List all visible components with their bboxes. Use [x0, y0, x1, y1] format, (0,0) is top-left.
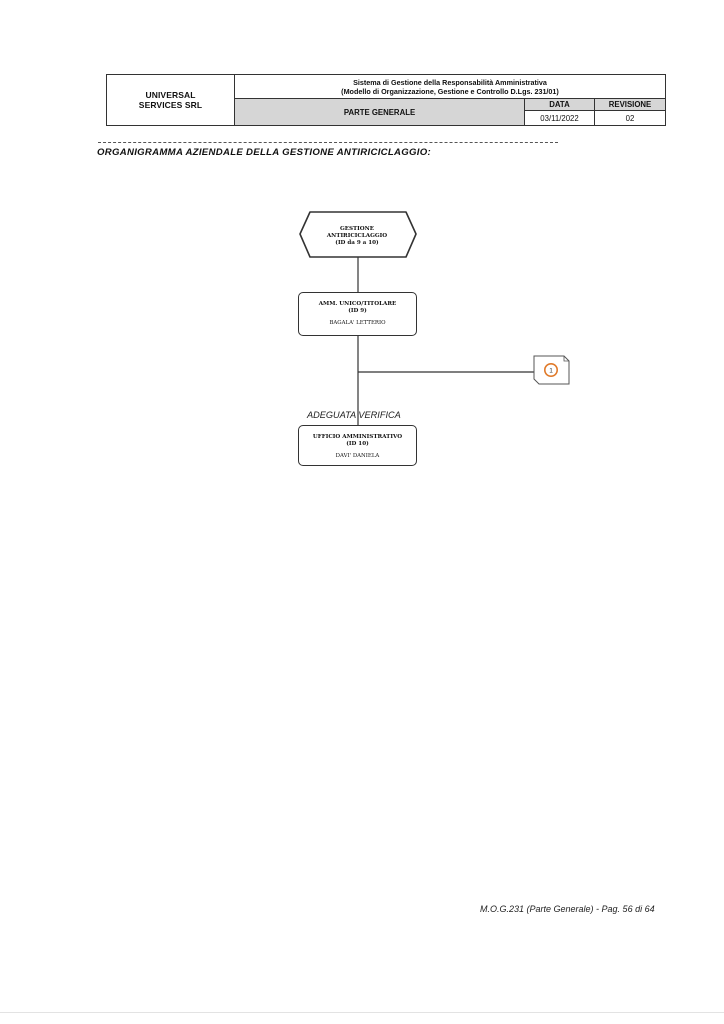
root-node-line2: ANTIRICICLAGGIO [326, 232, 388, 239]
system-title-line2: (Modello di Organizzazione, Gestione e Controllo D.Lgs. 231/01) [341, 86, 559, 96]
attachment-number: 1 [549, 367, 553, 375]
revision-label: REVISIONE [595, 99, 665, 111]
branch-label: ADEGUATA VERIFICA [307, 410, 401, 420]
root-node-line1: GESTIONE [339, 225, 375, 232]
node-ufficio-amministrativo [298, 425, 417, 466]
node1-id: (ID 9) [348, 308, 367, 314]
system-title-line1: Sistema di Gestione della Responsabilità Amministrativa [353, 77, 547, 87]
date-value: 03/11/2022 [525, 111, 595, 125]
node1-person: BAGALA' LETTERIO [329, 320, 386, 326]
node2-id: (ID 10) [346, 441, 369, 447]
revision-value: 02 [625, 113, 635, 123]
section-label: PARTE GENERALE [343, 107, 416, 117]
root-node-line3: (ID da 9 a 10) [335, 239, 379, 246]
company-name-line1: UNIVERSAL [145, 90, 196, 100]
page-footer: M.O.G.231 (Parte Generale) - Pag. 56 di 64 [480, 904, 655, 914]
root-node-gestione-antiriciclaggio [298, 216, 416, 256]
node-amm-unico-titolare [298, 292, 417, 336]
date-label: DATA [525, 99, 595, 111]
page-heading: ORGANIGRAMMA AZIENDALE DELLA GESTIONE ANTIRICICLAGGIO: [97, 147, 432, 158]
node1-title: AMM. UNICO/TITOLARE [318, 301, 397, 307]
node2-title: UFFICIO AMMINISTRATIVO [312, 434, 403, 440]
page-bottom-rule [0, 1012, 724, 1013]
company-name-line2: SERVICES SRL [138, 100, 203, 110]
node2-person: DAVI' DANIELA [335, 453, 380, 459]
